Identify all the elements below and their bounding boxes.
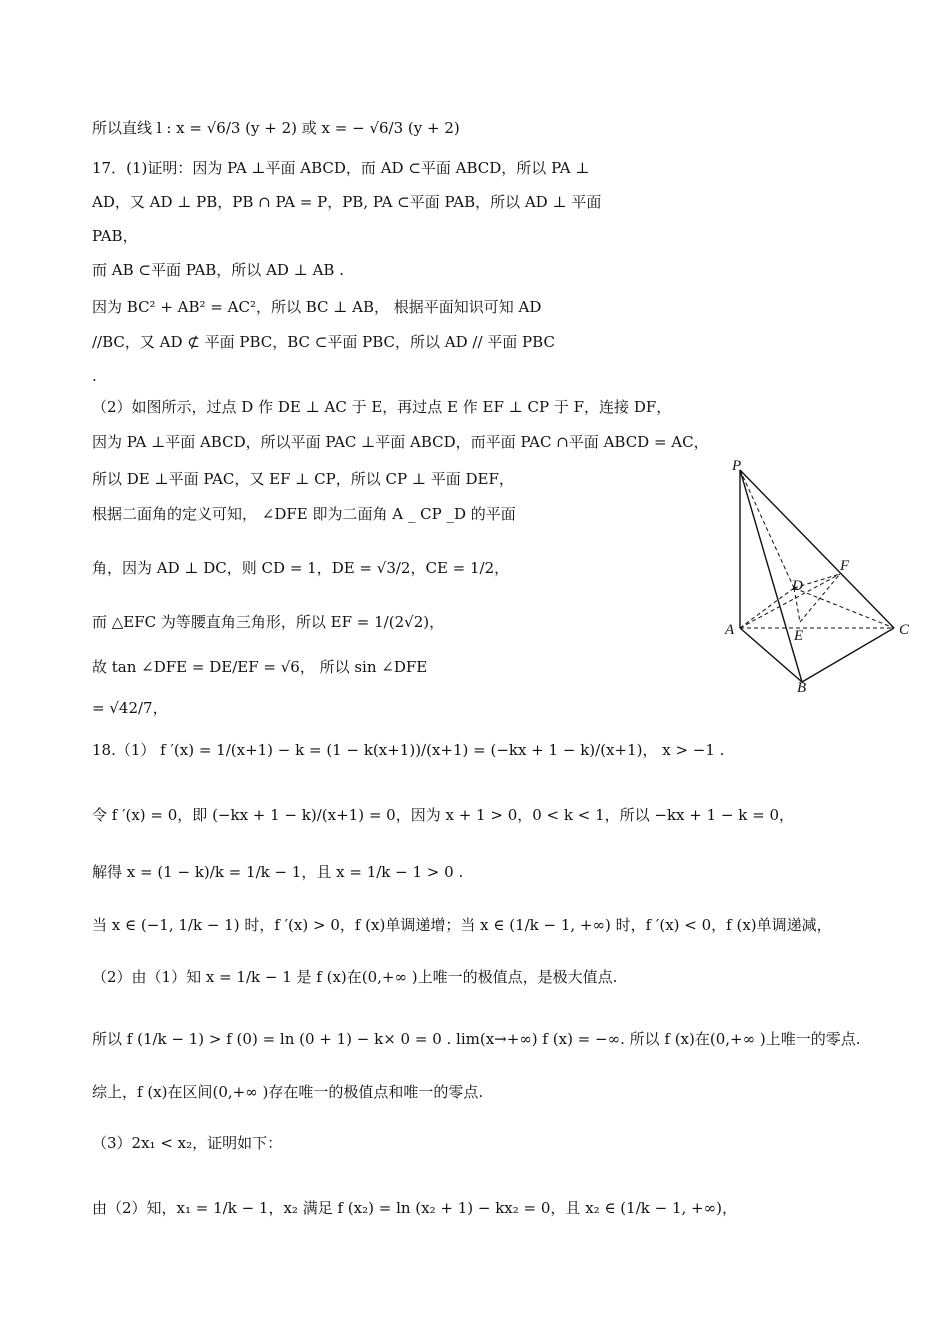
edge-AB — [740, 628, 802, 682]
line-11: 所以 DE ⊥平面 PAC，又 EF ⊥ CP，所以 CP ⊥ 平面 DEF， — [92, 470, 514, 488]
label-A: A — [725, 622, 735, 638]
line-14: 而 △EFC 为等腰直角三角形，所以 EF = 1/(2√2)， — [92, 613, 445, 631]
line-24: （3）2x₁ < x₂，证明如下： — [92, 1134, 283, 1152]
line-23: 综上，f (x)在区间(0,+∞ )存在唯一的极值点和唯一的零点. — [92, 1083, 484, 1101]
line-18: 令 f ′(x) = 0，即 (−kx + 1 − k)/(x+1) = 0，因为 x + 1 > 0，0 < k < 1，所以 −kx + 1 − k = 0， — [92, 806, 794, 824]
line-20: 当 x ∈ (−1, 1/k − 1) 时，f ′(x) > 0，f (x)单调递增；当 x ∈ (1/k − 1, +∞) 时，f ′(x) < 0，f (x)单调递减， — [92, 916, 832, 934]
line-25: 由（2）知，x₁ = 1/k − 1，x₂ 满足 f (x₂) = ln (x₂ + 1) − kx₂ = 0，且 x₂ ∈ (1/k − 1, +∞)， — [92, 1199, 737, 1217]
line-4: PAB， — [92, 227, 138, 245]
edge-BC — [802, 628, 894, 682]
line-6: 因为 BC² + AB² = AC²，所以 BC ⊥ AB， 根据平面知识可知 AD — [92, 298, 542, 316]
label-D: D — [792, 578, 803, 594]
line-13: 角，因为 AD ⊥ DC，则 CD = 1，DE = √3/2，CE = 1/2， — [92, 559, 510, 577]
line-21: （2）由（1）知 x = 1/k − 1 是 f (x)在(0,+∞ )上唯一的极值点，是极大值点. — [92, 968, 618, 986]
line-3: AD，又 AD ⊥ PB，PB ∩ PA = P，PB, PA ⊂平面 PAB，所以 AD ⊥ 平面 — [92, 193, 602, 211]
line-1: 所以直线 l : x = √6/3 (y + 2) 或 x = − √6/3 (y + 2) — [92, 119, 460, 137]
line-7: //BC，又 AD ⊄ 平面 PBC，BC ⊂平面 PBC，所以 AD // 平面 PBC — [92, 333, 555, 351]
label-B: B — [797, 680, 807, 696]
line-16: = √42/7， — [92, 699, 168, 717]
line-19: 解得 x = (1 − k)/k = 1/k − 1，且 x = 1/k − 1 > 0 . — [92, 863, 464, 881]
line-12: 根据二面角的定义可知， ∠DFE 即为二面角 A _ CP _D 的平面 — [92, 505, 516, 523]
edge-PD — [740, 470, 794, 588]
line-2: 17．(1)证明：因为 PA ⊥平面 ABCD，而 AD ⊂平面 ABCD，所以 PA ⊥ — [92, 159, 590, 177]
line-17: 18.（1） f ′(x) = 1/(x+1) − k = (1 − k(x+1))/(x+1) = (−kx + 1 − k)/(x+1)， x > −1 . — [92, 741, 725, 759]
pyramid-figure — [722, 456, 922, 696]
line-5: 而 AB ⊂平面 PAB，所以 AD ⊥ AB . — [92, 261, 344, 279]
edge-AD — [740, 588, 794, 628]
line-9: （2）如图所示，过点 D 作 DE ⊥ AC 于 E，再过点 E 作 EF ⊥ CP 于 F，连接 DF， — [92, 398, 672, 416]
segment-EF — [800, 574, 840, 622]
label-F: F — [840, 558, 850, 574]
label-E: E — [794, 628, 804, 644]
segment-AF — [740, 574, 840, 628]
label-C: C — [899, 622, 910, 638]
line-22: 所以 f (1/k − 1) > f (0) = ln (0 + 1) − k× 0 = 0 . lim(x→+∞) f (x) = −∞. 所以 f (x)在(0,+∞ )上唯一的零点. — [92, 1030, 861, 1048]
line-8: . — [92, 367, 97, 385]
line-15: 故 tan ∠DFE = DE/EF = √6， 所以 sin ∠DFE — [92, 658, 428, 676]
edge-DC — [794, 588, 894, 628]
label-P: P — [732, 458, 742, 474]
line-10: 因为 PA ⊥平面 ABCD，所以平面 PAC ⊥平面 ABCD，而平面 PAC ∩平面 ABCD = AC， — [92, 433, 709, 451]
